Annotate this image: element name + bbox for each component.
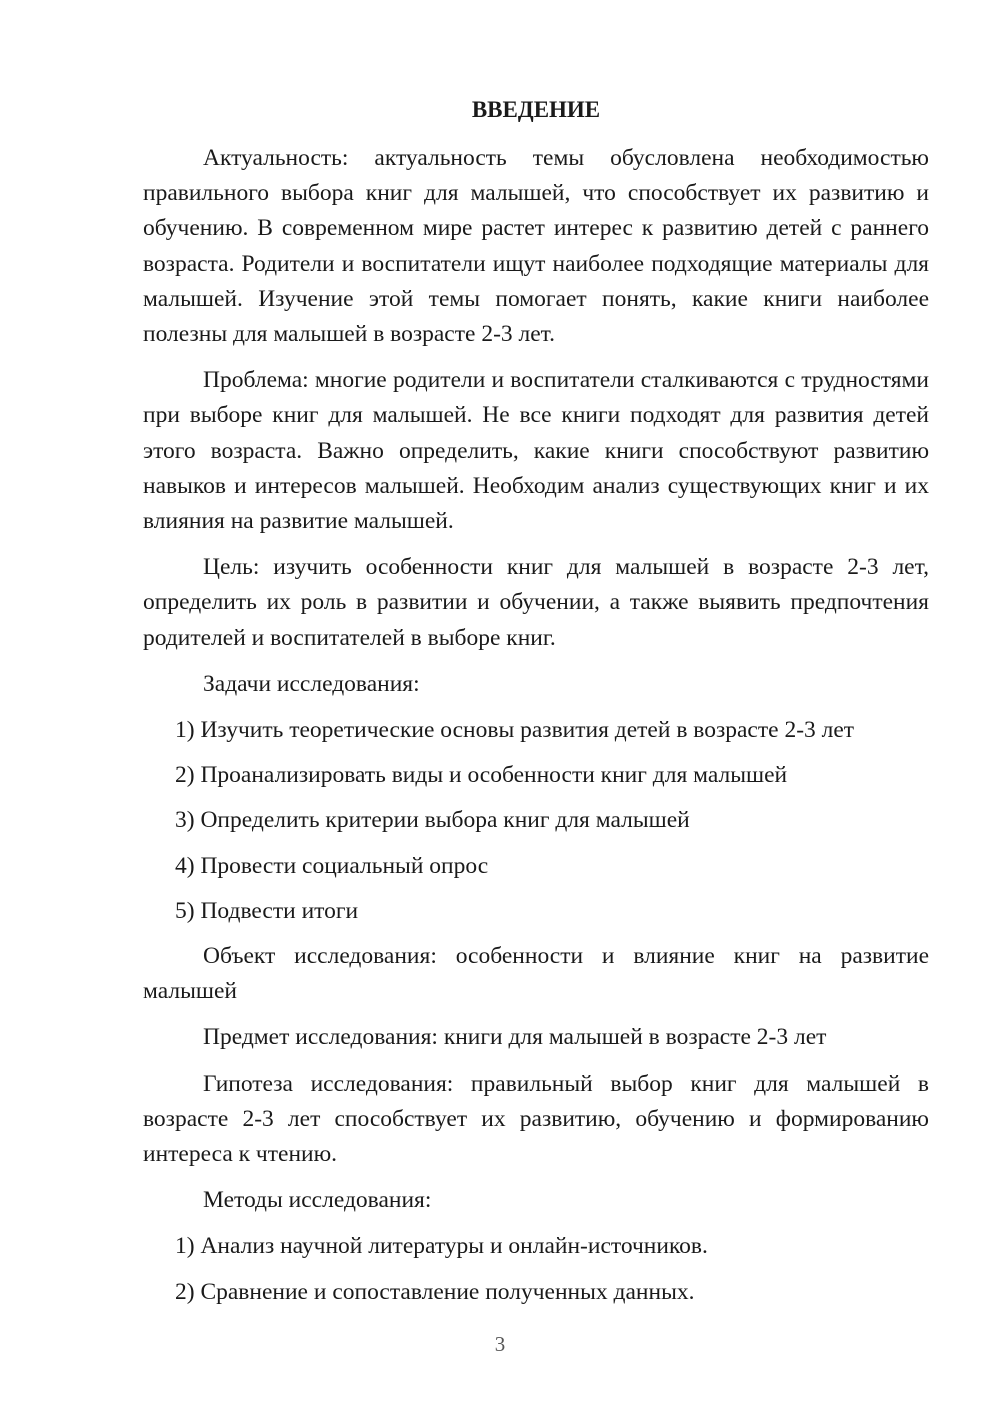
task-item: 1) Изучить теоретические основы развития детей в возрасте 2-3 лет <box>175 717 855 744</box>
subject-paragraph: Предмет исследования: книги для малышей в возрасте 2-3 лет <box>203 1024 827 1051</box>
tasks-heading: Задачи исследования: <box>203 670 420 697</box>
object-paragraph: Объект исследования: особенности и влияние книг на развитие малышей <box>143 943 929 1005</box>
section-title: ВВЕДЕНИЕ <box>471 97 601 122</box>
goal-paragraph: Цель: изучить особенности книг для малышей в возрасте 2-3 лет, определить их роль в развитии и обучении, а также выявить предпочтения родителей и воспитателей в выборе книг. <box>143 554 929 651</box>
hypothesis-paragraph: Гипотеза исследования: правильный выбор книг для малышей в возрасте 2-3 лет способствует их развитию, обучению и формированию интереса к чтению. <box>143 1070 929 1168</box>
methods-heading: Методы исследования: <box>203 1187 432 1214</box>
method-item: 2) Сравнение и сопоставление полученных данных. <box>175 1278 695 1305</box>
problem-paragraph: Проблема: многие родители и воспитатели сталкиваются с трудностями при выборе книг для малышей. Не все книги подходят для развития детей этого возраста. Важно определить, какие книги способствуют развитию навыков и интересов малышей. Необходим анализ существующих книг и их влияния на развитие малышей. <box>143 367 929 535</box>
task-item: 3) Определить критерии выбора книг для малышей <box>175 807 690 834</box>
task-item: 4) Провести социальный опрос <box>175 852 489 879</box>
method-item: 1) Анализ научной литературы и онлайн-источников. <box>175 1233 708 1260</box>
task-item: 5) Подвести итоги <box>175 897 359 924</box>
task-item: 2) Проанализировать виды и особенности книг для малышей <box>175 762 788 789</box>
page-number: 3 <box>494 1332 506 1356</box>
page-content <box>143 92 929 1320</box>
relevance-paragraph: Актуальность: актуальность темы обусловлена необходимостью правильного выбора книг для малышей, что способствует их развитию и обучению. В современном мире растет интерес к развитию детей с раннего возраста. Родители и воспитатели ищут наиболее подходящие материалы для малышей. Изучение этой темы помогает понять, какие книги наиболее полезны для малышей в возрасте 2-3 лет. <box>143 145 929 348</box>
